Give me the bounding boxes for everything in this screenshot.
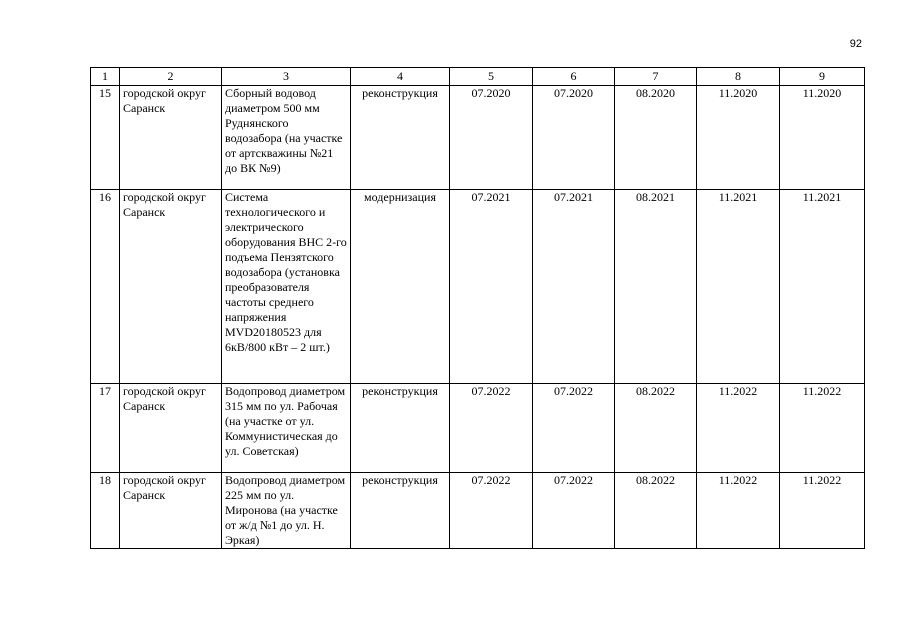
date-cell: 11.2021 bbox=[780, 190, 865, 384]
object-cell: Водопровод диаметром 225 мм по ул. Миронова (на участке от ж/д №1 до ул. Н. Эркая) bbox=[222, 473, 351, 549]
header-row bbox=[91, 68, 865, 86]
table-row bbox=[91, 86, 865, 190]
row-number: 15 bbox=[91, 86, 120, 190]
table-row bbox=[91, 384, 865, 473]
header-cell: 6 bbox=[533, 68, 615, 86]
row-number: 16 bbox=[91, 190, 120, 384]
date-cell: 07.2022 bbox=[533, 384, 615, 473]
work-type-cell: модернизация bbox=[351, 190, 450, 384]
row-number: 17 bbox=[91, 384, 120, 473]
object-cell: Водопровод диаметром 315 мм по ул. Рабочая (на участке от ул. Коммунистическая до ул. Советская) bbox=[222, 384, 351, 473]
header-cell: 5 bbox=[450, 68, 533, 86]
object-cell: Система технологического и электрического оборудования ВНС 2-го подъема Пензятского водозабора (установка преобразователя частоты среднего напряжения MVD20180523 для 6кВ/800 кВт – 2 шт.) bbox=[222, 190, 351, 384]
date-cell: 07.2022 bbox=[450, 473, 533, 549]
table-row bbox=[91, 473, 865, 549]
date-cell: 08.2020 bbox=[615, 86, 697, 190]
date-cell: 11.2020 bbox=[697, 86, 780, 190]
work-type-cell: реконструкция bbox=[351, 86, 450, 190]
header-cell: 2 bbox=[120, 68, 222, 86]
page-number: 92 bbox=[849, 38, 862, 50]
header-cell: 4 bbox=[351, 68, 450, 86]
work-type-cell: реконструкция bbox=[351, 384, 450, 473]
date-cell: 11.2022 bbox=[780, 384, 865, 473]
object-cell: Сборный водовод диаметром 500 мм Руднянского водозабора (на участке от артскважины №21 до ВК №9) bbox=[222, 86, 351, 190]
date-cell: 08.2021 bbox=[615, 190, 697, 384]
date-cell: 07.2020 bbox=[450, 86, 533, 190]
date-cell: 11.2020 bbox=[780, 86, 865, 190]
header-cell: 1 bbox=[91, 68, 120, 86]
district-cell: городской округ Саранск bbox=[120, 384, 222, 473]
date-cell: 11.2021 bbox=[697, 190, 780, 384]
date-cell: 07.2020 bbox=[533, 86, 615, 190]
work-type-cell: реконструкция bbox=[351, 473, 450, 549]
header-cell: 7 bbox=[615, 68, 697, 86]
district-cell: городской округ Саранск bbox=[120, 473, 222, 549]
date-cell: 11.2022 bbox=[780, 473, 865, 549]
date-cell: 08.2022 bbox=[615, 384, 697, 473]
date-cell: 07.2022 bbox=[450, 384, 533, 473]
header-cell: 8 bbox=[697, 68, 780, 86]
schedule-table bbox=[90, 67, 865, 549]
date-cell: 07.2021 bbox=[450, 190, 533, 384]
row-number: 18 bbox=[91, 473, 120, 549]
date-cell: 07.2021 bbox=[533, 190, 615, 384]
table-row bbox=[91, 190, 865, 384]
header-cell: 3 bbox=[222, 68, 351, 86]
district-cell: городской округ Саранск bbox=[120, 190, 222, 384]
date-cell: 07.2022 bbox=[533, 473, 615, 549]
date-cell: 11.2022 bbox=[697, 384, 780, 473]
date-cell: 08.2022 bbox=[615, 473, 697, 549]
header-cell: 9 bbox=[780, 68, 865, 86]
district-cell: городской округ Саранск bbox=[120, 86, 222, 190]
date-cell: 11.2022 bbox=[697, 473, 780, 549]
